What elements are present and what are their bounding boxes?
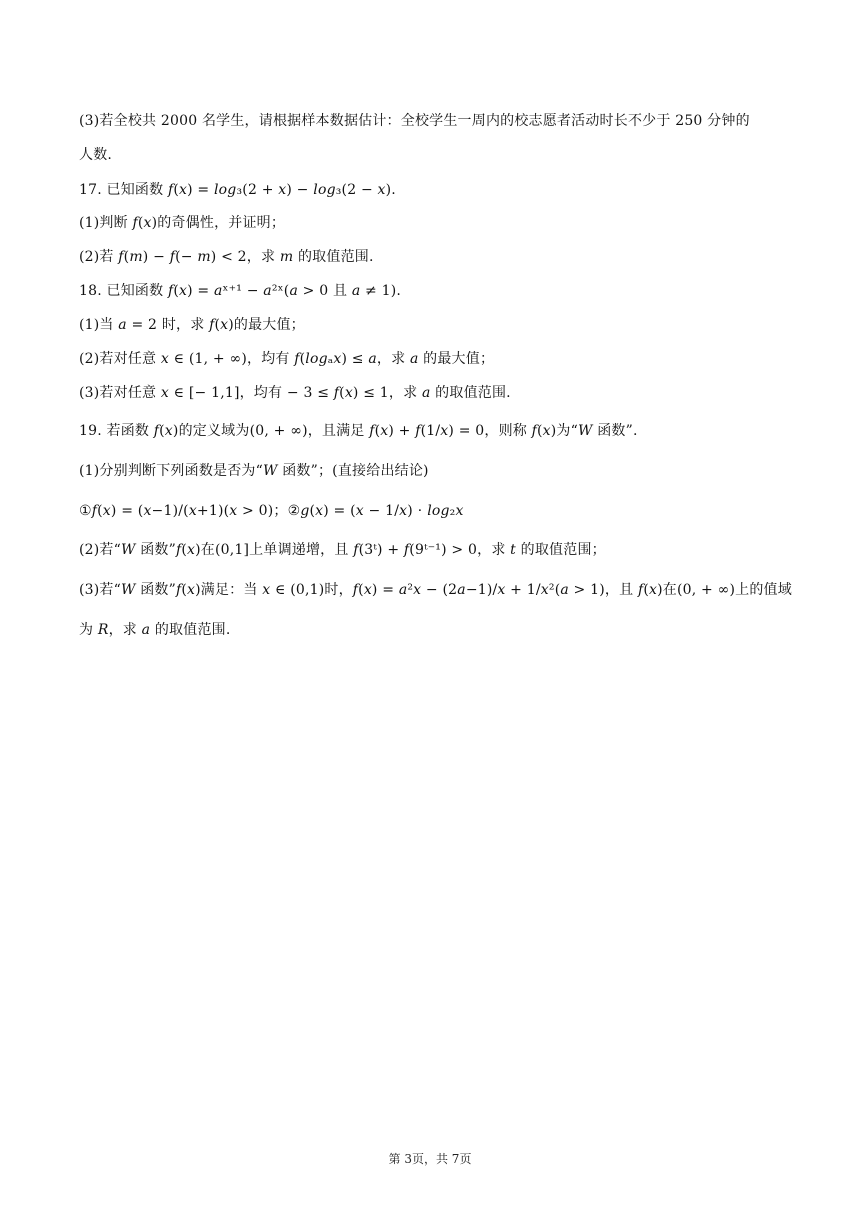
q19-part1: (1)分别判断下列函数是否为“𝑊 函数”；(直接给出结论)	[79, 463, 429, 479]
q19-part2: (2)若“𝑊 函数”𝑓(𝑥)在(0,1]上单调递增，且 𝑓(3ᵗ) + 𝑓(9ᵗ⁻¹) > 0，求 𝑡 的取值范围；	[79, 542, 606, 558]
q19-stem: 19. 若函数 𝑓(𝑥)的定义域为(0, + ∞)，且满足 𝑓(𝑥) + 𝑓(1/𝑥) = 0，则称 𝑓(𝑥)为“𝑊 函数”.	[79, 423, 638, 439]
q17-part1: (1)判断 𝑓(𝑥)的奇偶性，并证明；	[79, 215, 286, 231]
q18-part2: (2)若对任意 𝑥 ∈ (1, + ∞)，均有 𝑓(𝑙𝑜𝑔ₐ𝑥) ≤ 𝑎，求 𝑎 的最大值；	[79, 351, 495, 367]
q18-stem: 18. 已知函数 𝑓(𝑥) = 𝑎ˣ⁺¹ − 𝑎²ˣ(𝑎 > 0 且 𝑎 ≠ 1).	[79, 283, 402, 299]
q19-part3-line1: (3)若“𝑊 函数”𝑓(𝑥)满足：当 𝑥 ∈ (0,1)时，𝑓(𝑥) = 𝑎²𝑥 − (2𝑎−1)/𝑥 + 1/𝑥²(𝑎 > 1)，且 𝑓(𝑥)在(0, + ∞)上的值域	[79, 582, 792, 598]
q17-stem: 17. 已知函数 𝑓(𝑥) = 𝑙𝑜𝑔₃(2 + 𝑥) − 𝑙𝑜𝑔₃(2 − 𝑥).	[79, 182, 396, 198]
q19-part1-functions: ①𝑓(𝑥) = (𝑥−1)/(𝑥+1)(𝑥 > 0)；②𝑔(𝑥) = (𝑥 − 1/𝑥) ⋅ 𝑙𝑜𝑔₂𝑥	[79, 503, 464, 519]
q18-part1: (1)当 𝑎 = 2 时，求 𝑓(𝑥)的最大值；	[79, 317, 305, 333]
q16-part3-line2: 人数.	[79, 147, 113, 163]
q18-part3: (3)若对任意 𝑥 ∈ [− 1,1]，均有 − 3 ≤ 𝑓(𝑥) ≤ 1，求 𝑎 的取值范围.	[79, 385, 511, 401]
q19-part3-line2: 为 𝑅，求 𝑎 的取值范围.	[79, 622, 231, 638]
q16-part3-line1: (3)若全校共 2000 名学生，请根据样本数据估计：全校学生一周内的校志愿者活动时长不少于 250 分钟的	[79, 113, 750, 129]
q17-part2: (2)若 𝑓(𝑚) − 𝑓(− 𝑚) < 2，求 𝑚 的取值范围.	[79, 249, 374, 265]
page-footer: 第 3页，共 7页	[388, 1152, 472, 1166]
